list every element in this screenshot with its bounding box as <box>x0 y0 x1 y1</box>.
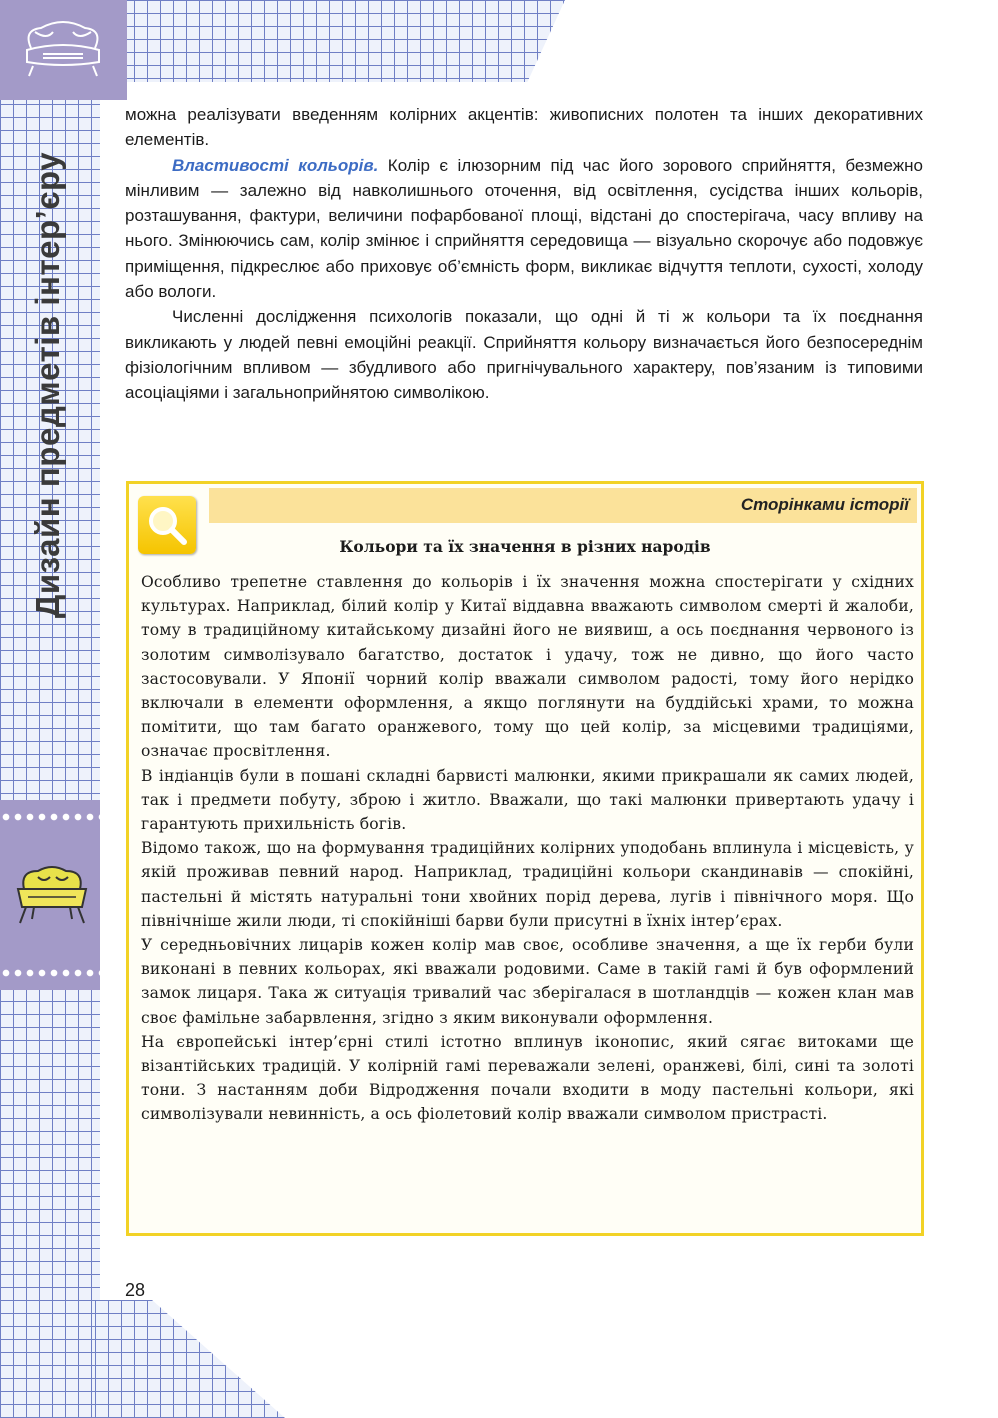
dot-border-top <box>0 810 100 824</box>
dot-border-bottom <box>0 966 100 980</box>
history-sidebar-box <box>126 481 924 1236</box>
grid-background-top <box>95 0 565 82</box>
page-number: 28 <box>125 1280 146 1300</box>
term-color-properties: Властивості кольорів. <box>172 155 379 175</box>
main-text <box>125 102 923 406</box>
history-paragraph: У середньовічних лицарів кожен колір мав своє, особливе значення, а ще їх герби були виконані в певних кольорах, які вважали родовими. Саме в такій гамі й був оформлений замок лицаря. Така ж ситуація тривалий час зберігалася в шотландців — кожен клан мав своє фамільне забарвлення, згідно з яким виконували оформлення. <box>141 936 914 1027</box>
paragraph-intro-3: Численні дослідження психологів показали, що одні й ті ж кольори та їх поєднання викликають у людей певні емоційні реакції. Сприйняття кольору визначається його безпосереднім фізіологічним впливом — збудливого або пригнічувального характеру, пов’язаним із типовими асоціаціями і загальноприйнятою символікою. <box>125 307 923 403</box>
paragraph-intro-2 <box>125 153 923 305</box>
grid-background-bottom <box>95 1300 285 1418</box>
header-ornament-panel <box>0 0 127 100</box>
chapter-side-title: Дизайн предметів інтер’єру <box>29 151 66 619</box>
history-box-header <box>209 488 917 523</box>
history-paragraph: Відомо також, що на формування традиційних колірних уподобань вплинула і місцевість, у якій проживав певний народ. Наприклад, традиційні кольори скандинавів — спокійні, пастельні й містять натуральні тони хвойних порід дерева, лугів і північного моря. Що північніше жили люди, ті спокійніші барви були присутні в їхніх інтер’єрах. <box>141 839 914 930</box>
history-paragraph: На європейські інтер’єрні стилі істотно вплинув іконопис, який сягає витоками ще візантійських традицій. У колірній гамі переважали зелені, оранжеві, білі, сині та золоті тони. З настанням доби Відродження почали входити в моду пастельні кольори, які символізували невинність, а ось фіолетовий колір вважали символом пристрасті. <box>141 1032 914 1124</box>
history-paragraph: Особливо трепетне ставлення до кольорів і їх значення можна спостерігати у східних культурах. Наприклад, білий колір у Китаї віддавна вважають символом смерті й жалоби, тому в традиційному китайському дизайні його не виявиш, а ось поєднання червоного із золотим символізувало багатство, достаток і удачу, тож не дивно, що його часто застосовували. У Японії чорний колір вважали символом радості, тому його нерідко включали в елементи оформлення, а якщо поглянути на буддійські храми, то можна помітити, що там багато оранжевого, тому що цей колір, за місцевими традиціями, означає просвітлення. <box>141 573 914 761</box>
sofa-outline-icon <box>13 10 113 80</box>
side-ornament-panel <box>0 800 100 990</box>
history-box-label: Сторінками історії <box>740 495 909 514</box>
history-paragraph: В індіанців були в пошані складні барвисті малюнки, якими прикрашали як самих людей, так і предмети побуту, зброю і житло. Вважали, що такі малюнки привертають удачу і гарантують прихильність богів. <box>141 766 914 834</box>
history-body <box>141 570 914 1127</box>
history-heading: Кольори та їх значення в різних народів <box>339 537 711 556</box>
paragraph-intro-1: можна реалізувати введенням колірних акцентів: живописних полотен та інших декоративних елементів. <box>125 105 923 150</box>
paragraph-intro-2-text: Колір є ілюзорним під час його зорового сприйняття, безмежно мінливим — залежно від навколишнього оточення, від освітлення, сусідства інших кольорів, розташування, фактури, величини пофарбованої площі, відстані до спостерігача, часу впливу на нього. Змінюючись сам, колір змінює і сприйняття середовища — візуально скорочує або подовжує приміщення, підкреслює або приховує об’ємність форм, викликає відчуття теплоти, сухості, холоду або вологи. <box>125 155 923 302</box>
armchair-icon <box>12 855 92 935</box>
